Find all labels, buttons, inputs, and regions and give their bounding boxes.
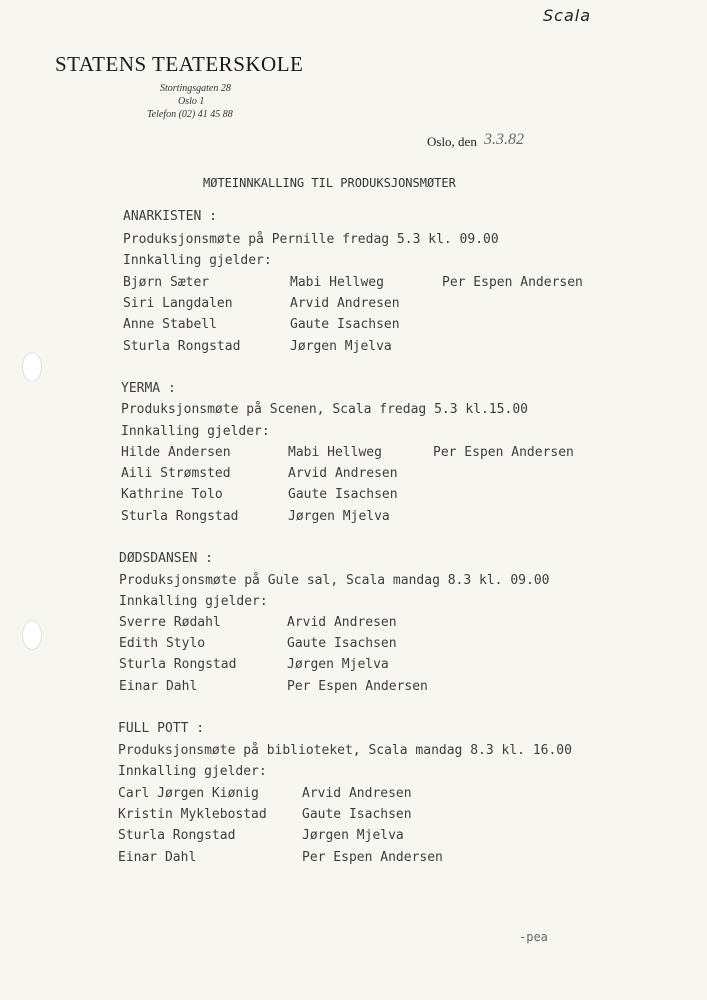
attendees-label: Innkalling gjelder: [121,424,270,439]
attendee-name: Mabi Hellweg [290,275,384,290]
letterhead-name: STATENS TEATERSKOLE [55,52,304,76]
attendee-name: Arvid Andresen [288,466,398,481]
attendee-name: Arvid Andresen [287,615,397,630]
attendee-name: Einar Dahl [118,850,197,865]
attendee-name: Sturla Rongstad [121,509,239,524]
attendee-name: Kristin Myklebostad [118,807,267,822]
section-meeting: Produksjonsmøte på Pernille fredag 5.3 kl. 09.00 [123,232,499,247]
attendee-name: Einar Dahl [119,679,198,694]
attendee-name: Jørgen Mjelva [287,657,389,672]
attendee-name: Carl Jørgen Kiønig [118,786,259,801]
attendee-name: Gaute Isachsen [290,317,400,332]
attendee-name: Jørgen Mjelva [288,509,390,524]
attendee-name: Jørgen Mjelva [302,828,404,843]
letterhead-phone: Telefon (02) 41 45 88 [147,109,233,120]
attendee-name: Anne Stabell [123,317,217,332]
attendee-name: Mabi Hellweg [288,445,382,460]
attendee-name: Per Espen Andersen [302,850,443,865]
attendee-name: Sturla Rongstad [123,339,241,354]
punch-hole [22,620,42,650]
attendee-name: Arvid Andresen [302,786,412,801]
attendee-name: Aili Strømsted [121,466,231,481]
attendees-label: Innkalling gjelder: [123,253,272,268]
attendee-name: Gaute Isachsen [302,807,412,822]
section-title: DØDSDANSEN : [119,551,213,566]
attendee-name: Per Espen Andersen [442,275,583,290]
section-title: ANARKISTEN : [123,209,217,224]
attendee-name: Arvid Andresen [290,296,400,311]
attendees-label: Innkalling gjelder: [119,594,268,609]
attendee-name: Jørgen Mjelva [290,339,392,354]
attendee-name: Gaute Isachsen [287,636,397,651]
attendee-name: Siri Langdalen [123,296,233,311]
section-title: YERMA : [121,381,176,396]
attendee-name: Sverre Rødahl [119,615,221,630]
letterhead-street: Stortingsgaten 28 [160,83,231,94]
section-meeting: Produksjonsmøte på Gule sal, Scala mandag 8.3 kl. 09.00 [119,573,550,588]
section-meeting: Produksjonsmøte på biblioteket, Scala mandag 8.3 kl. 16.00 [118,743,572,758]
date-label: Oslo, den [427,134,477,149]
attendee-name: Hilde Andersen [121,445,231,460]
attendees-label: Innkalling gjelder: [118,764,267,779]
signature-initials: -pea [519,930,548,944]
attendee-name: Edith Stylo [119,636,206,651]
attendee-name: Per Espen Andersen [287,679,428,694]
attendee-name: Per Espen Andersen [433,445,574,460]
attendee-name: Sturla Rongstad [118,828,236,843]
punch-hole [22,352,42,382]
attendee-name: Gaute Isachsen [288,487,398,502]
attendee-name: Kathrine Tolo [121,487,223,502]
attendee-name: Bjørn Sæter [123,275,210,290]
date-value: 3.3.82 [484,131,524,148]
letterhead-city: Oslo 1 [178,96,205,107]
handwritten-note: Scala [543,6,592,25]
section-title: FULL POTT : [118,721,205,736]
document-heading: MØTEINNKALLING TIL PRODUKSJONSMØTER [203,176,456,190]
attendee-name: Sturla Rongstad [119,657,237,672]
section-meeting: Produksjonsmøte på Scenen, Scala fredag 5.3 kl.15.00 [121,402,528,417]
